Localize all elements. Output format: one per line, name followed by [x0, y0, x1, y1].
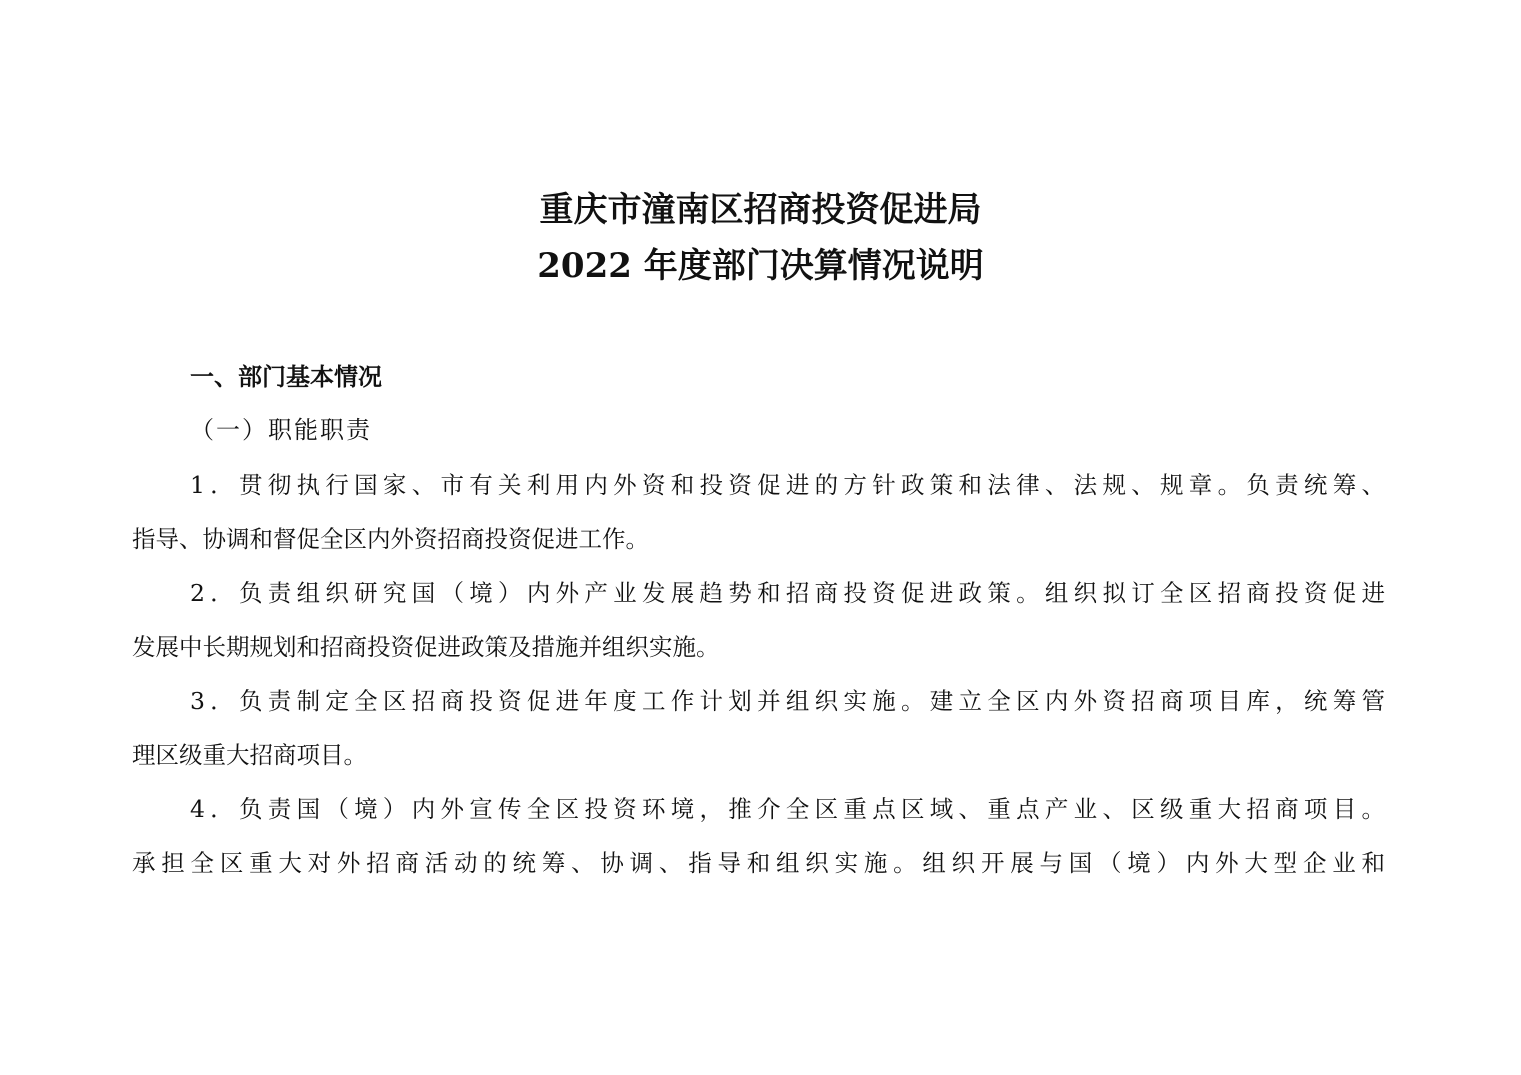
- section-heading: 一、部门基本情况: [190, 363, 382, 391]
- subsection-heading: （一）职能职责: [190, 416, 372, 444]
- document-title-line1: 重庆市潼南区招商投资促进局: [539, 190, 982, 230]
- paragraph-3-line-1: 3．负责制定全区招商投资促进年度工作计划并组织实施。建立全区内外资招商项目库，统筹管: [190, 687, 1385, 715]
- paragraph-4-line-2: 承担全区重大对外招商活动的统筹、协调、指导和组织实施。组织开展与国（境）内外大型企业和: [132, 849, 1385, 877]
- paragraph-3-line-2: 理区级重大招商项目。: [132, 741, 367, 769]
- paragraph-2-line-1: 2．负责组织研究国（境）内外产业发展趋势和招商投资促进政策。组织拟订全区招商投资促进: [190, 579, 1385, 607]
- paragraph-1-line-1: 1．贯彻执行国家、市有关利用内外资和投资促进的方针政策和法律、法规、规章。负责统筹、: [190, 471, 1385, 499]
- paragraph-4-line-1: 4．负责国（境）内外宣传全区投资环境，推介全区重点区域、重点产业、区级重大招商项目。: [190, 795, 1385, 823]
- document-title-line2: 2022 年度部门决算情况说明: [537, 246, 984, 286]
- paragraph-2-line-2: 发展中长期规划和招商投资促进政策及措施并组织实施。: [132, 633, 720, 661]
- paragraph-1-line-2: 指导、协调和督促全区内外资招商投资促进工作。: [132, 525, 649, 553]
